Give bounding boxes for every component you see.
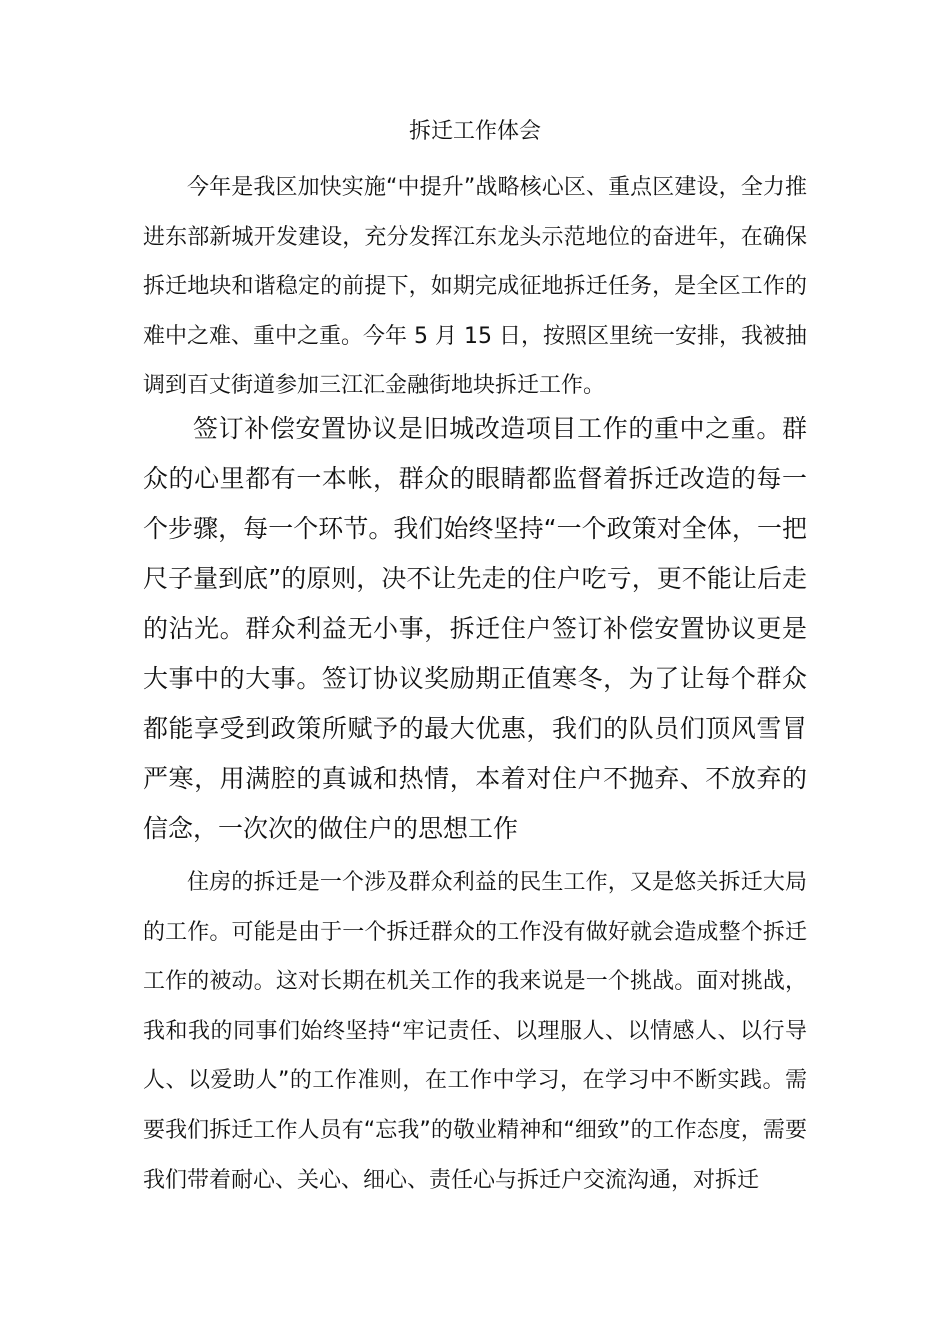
paragraph-2: 签订补偿安置协议是旧城改造项目工作的重中之重。群众的心里都有一本帐，群众的眼睛都监督着拆迁改造的每一个步骤，每一个环节。我们始终坚持“一个政策对全体，一把尺子量到底”的原则，决不让先走的住户吃亏，更不能让后走的沾光。群众利益无小事，拆迁住户签订补偿安置协议更是大事中的大事。签订协议奖励期正值寒冬，为了让每个群众都能享受到政策所赋予的最大优惠，我们的队员们顶风雪冒严寒，用满腔的真诚和热情，本着对住户不抛弃、不放弃的信念，一次次的做住户的思想工作 — [143, 414, 807, 843]
document-title: 拆迁工作体会 — [408, 119, 541, 144]
paragraph-3: 住房的拆迁是一个涉及群众利益的民生工作，又是悠关拆迁大局的工作。可能是由于一个拆迁群众的工作没有做好就会造成整个拆迁工作的被动。这对长期在机关工作的我来说是一个挑战。面对挑战，我和我的同事们始终坚持“牢记责任、以理服人、以情感人、以行导人、以爱助人”的工作准则，在工作中学习，在学习中不断实践。需要我们拆迁工作人员有“忘我”的敬业精神和“细致”的工作态度，需要我们带着耐心、关心、细心、责任心与拆迁户交流沟通，对拆迁 — [143, 870, 807, 1193]
paragraph-1: 今年是我区加快实施“中提升”战略核心区、重点区建设，全力推进东部新城开发建设，充分发挥江东龙头示范地位的奋进年，在确保拆迁地块和谐稳定的前提下，如期完成征地拆迁任务，是全区工作的难中之难、重中之重。今年 5 月 15 日，按照区里统一安排，我被抽调到百丈街道参加三江汇金融街地块拆迁工作。 — [143, 175, 807, 399]
